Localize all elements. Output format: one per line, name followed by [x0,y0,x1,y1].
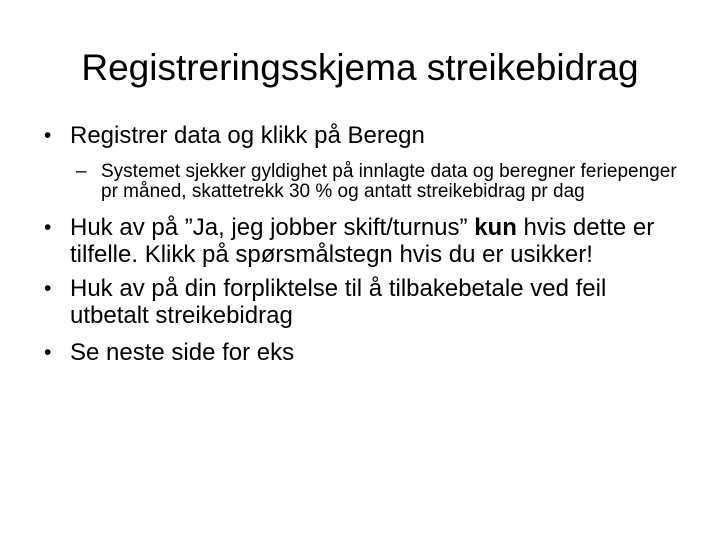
bullet-item-next-page [44,339,684,366]
bullet-marker: • [44,216,52,239]
bullet-text: Registrer data og klikk på Beregn [70,122,425,149]
bullet-text: Se neste side for eks [70,339,295,366]
bullet-text-before: Huk av på ”Ja, jeg jobber skift/turnus” [70,214,475,241]
sub-bullet-text: Systemet sjekker gyldighet på innlagte data og beregner feriepenger pr måned, skattetrekk 30 % og antatt streikebidrag pr dag [101,161,677,202]
bullet-text: Huk av på din forpliktelse til å tilbakebetale ved feil utbetalt streikebidrag [70,275,607,329]
bullet-marker: • [44,341,52,364]
slide-title: Registreringsskjema streikebidrag [81,47,639,88]
bullet-text-after: hvis dette er tilfelle. Klikk på spørsmålstegn hvis du er usikker! [70,214,655,268]
sub-bullet-item-system-check [44,162,684,202]
bullet-item-register [44,122,684,149]
sub-bullet-marker: – [76,161,87,182]
bullet-text-emphasis: kun [474,214,517,241]
bullet-marker: • [44,277,52,300]
bullet-list [44,122,684,366]
bullet-item-shift-checkbox [44,214,684,268]
bullet-item-obligation [44,275,684,329]
bullet-marker: • [44,124,52,147]
